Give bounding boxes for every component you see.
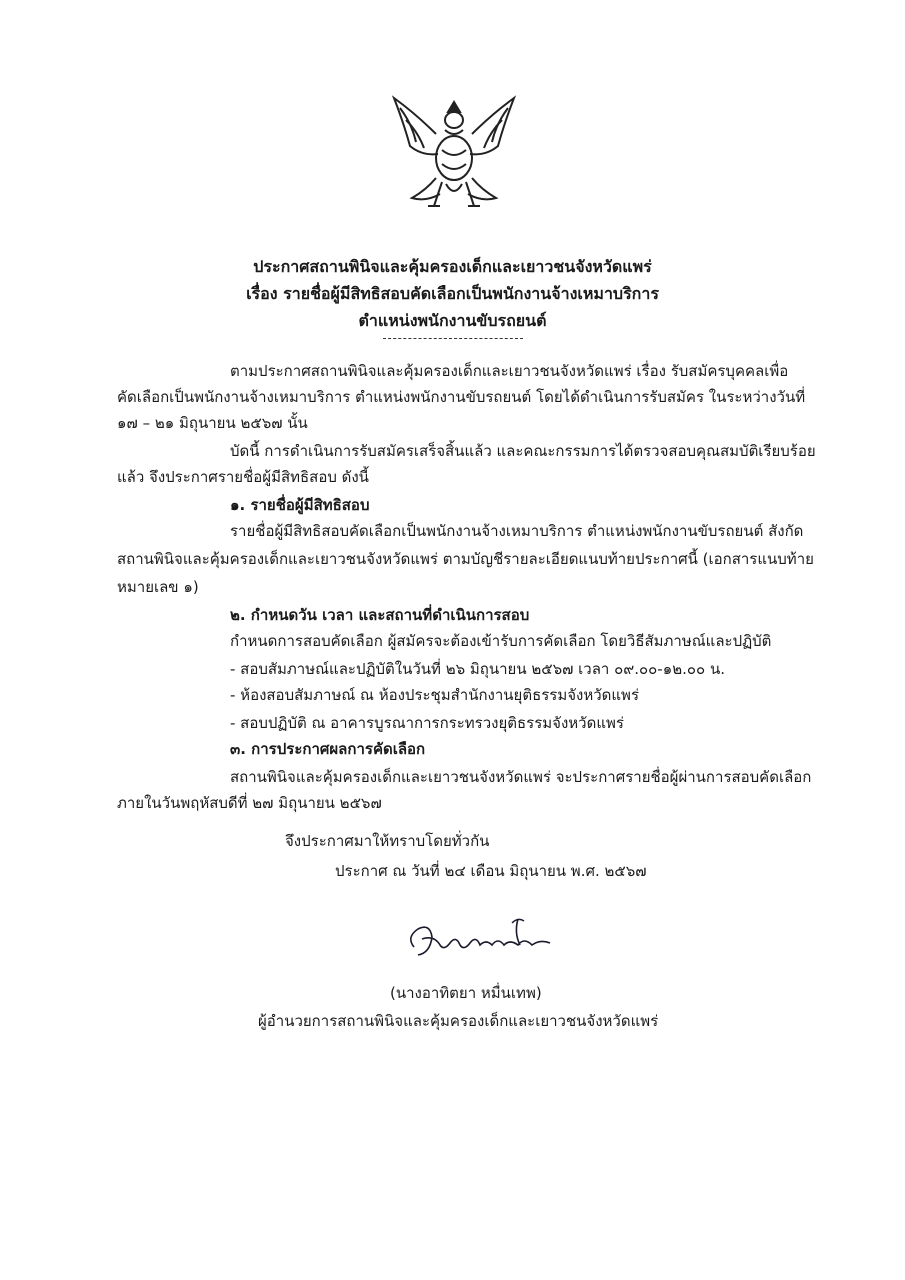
section-2-heading: ๒. กำหนดวัน เวลา และสถานที่ดำเนินการสอบ	[230, 606, 530, 624]
section-1-line-2: สถานพินิจและคุ้มครองเด็กและเยาวชนจังหวัดแพร่ ตามบัญชีรายละเอียดแนบท้ายประกาศนี้ (เอกสารแนบท้าย	[117, 550, 814, 568]
paragraph-1-line-1: ตามประกาศสถานพินิจและคุ้มครองเด็กและเยาวชนจังหวัดแพร่ เรื่อง รับสมัครบุคคลเพื่อ	[230, 362, 789, 380]
section-1-line-3: หมายเลข ๑)	[117, 578, 199, 596]
closing-text: จึงประกาศมาให้ทราบโดยทั่วกัน	[285, 832, 490, 850]
paragraph-2-line-2: แล้ว จึงประกาศรายชื่อผู้มีสิทธิสอบ ดังนี้	[117, 468, 369, 486]
title-line-2: เรื่อง รายชื่อผู้มีสิทธิสอบคัดเลือกเป็นพนักงานจ้างเหมาบริการ	[246, 284, 659, 303]
section-2-bullet-2: - ห้องสอบสัมภาษณ์ ณ ห้องประชุมสำนักงานยุติธรรมจังหวัดแพร่	[230, 686, 639, 704]
signer-name: (นางอาทิตยา หมื่นเทพ)	[390, 984, 542, 1002]
section-3-heading: ๓. การประกาศผลการคัดเลือก	[230, 740, 426, 758]
paragraph-1-line-2: คัดเลือกเป็นพนักงานจ้างเหมาบริการ ตำแหน่งพนักงานขับรถยนต์ โดยได้ดำเนินการรับสมัคร ในระหว่างวันที่	[117, 388, 806, 406]
section-2-line-1: กำหนดการสอบคัดเลือก ผู้สมัครจะต้องเข้ารับการคัดเลือก โดยวิธีสัมภาษณ์และปฏิบัติ	[230, 632, 772, 650]
title-line-1: ประกาศสถานพินิจและคุ้มครองเด็กและเยาวชนจังหวัดแพร่	[253, 257, 652, 276]
section-3-line-1: สถานพินิจและคุ้มครองเด็กและเยาวชนจังหวัดแพร่ จะประกาศรายชื่อผู้ผ่านการสอบคัดเลือก	[230, 768, 812, 786]
paragraph-2-line-1: บัดนี้ การดำเนินการรับสมัครเสร็จสิ้นแล้ว และคณะกรรมการได้ตรวจสอบคุณสมบัติเรียบร้อย	[230, 442, 816, 460]
handwritten-signature-icon	[400, 915, 560, 965]
section-1-heading: ๑. รายชื่อผู้มีสิทธิสอบ	[230, 496, 370, 514]
section-1-line-1: รายชื่อผู้มีสิทธิสอบคัดเลือกเป็นพนักงานจ้างเหมาบริการ ตำแหน่งพนักงานขับรถยนต์ สังกัด	[230, 522, 804, 540]
title-line-3: ตำแหน่งพนักงานขับรถยนต์	[358, 311, 547, 330]
garuda-emblem-icon	[386, 94, 522, 216]
section-2-bullet-1: - สอบสัมภาษณ์และปฏิบัติในวันที่ ๒๖ มิถุนายน ๒๕๖๗ เวลา ๐๙.๐๐-๑๒.๐๐ น.	[230, 660, 725, 678]
signer-position: ผู้อำนวยการสถานพินิจและคุ้มครองเด็กและเยาวชนจังหวัดแพร่	[258, 1012, 659, 1030]
section-3-line-2: ภายในวันพฤหัสบดีที่ ๒๗ มิถุนายน ๒๕๖๗	[117, 794, 382, 812]
section-2-bullet-3: - สอบปฏิบัติ ณ อาคารบูรณาการกระทรวงยุติธรรมจังหวัดแพร่	[230, 714, 624, 732]
paragraph-1-line-3: ๑๗ – ๒๑ มิถุนายน ๒๕๖๗ นั้น	[117, 414, 308, 432]
announcement-date: ประกาศ ณ วันที่ ๒๔ เดือน มิถุนายน พ.ศ. ๒๕๖๗	[335, 862, 647, 880]
title-divider	[383, 338, 523, 339]
